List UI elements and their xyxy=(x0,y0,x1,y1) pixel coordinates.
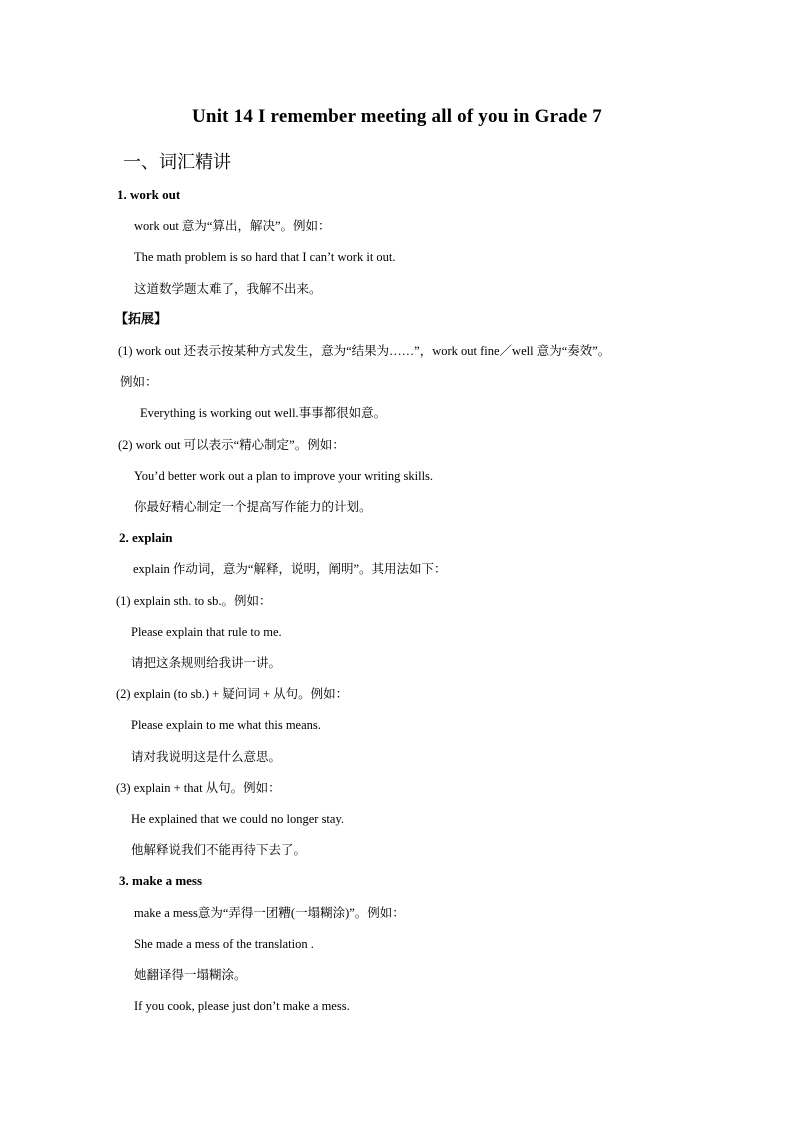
text-line: make a mess意为“弄得一团糟(一塌糊涂)”。例如： xyxy=(134,906,405,920)
example-sentence: She made a mess of the translation . xyxy=(134,937,314,951)
example-sentence: If you cook, please just don’t make a mess. xyxy=(134,999,350,1013)
extension-label: 【拓展】 xyxy=(115,312,168,327)
example-sentence: Everything is working out well.事事都很如意。 xyxy=(140,406,387,420)
text-line: work out 意为“算出，解决”。例如： xyxy=(134,219,331,233)
example-translation: 这道数学题太难了，我解不出来。 xyxy=(134,281,322,296)
vocab-heading-explain: 2. explain xyxy=(119,530,173,545)
section-heading: 一、词汇精讲 xyxy=(123,152,231,173)
example-sentence: Please explain to me what this means. xyxy=(131,718,321,732)
text-line: (1) work out 还表示按某种方式发生，意为“结果为……”，work out fine／well 意为“奏效”。 xyxy=(118,344,611,358)
example-translation: 他解释说我们不能再待下去了。 xyxy=(131,842,307,857)
text-line: (2) explain (to sb.) + 疑问词 + 从句。例如： xyxy=(116,687,349,701)
text-line: (3) explain + that 从句。例如： xyxy=(116,781,281,795)
example-sentence: You’d better work out a plan to improve your writing skills. xyxy=(134,469,434,483)
example-translation: 请对我说明这是什么意思。 xyxy=(131,749,282,764)
text-line: (1) explain sth. to sb.。例如： xyxy=(116,594,272,608)
text-line: explain 作动词，意为“解释，说明，阐明”。其用法如下： xyxy=(133,562,447,576)
example-sentence: He explained that we could no longer stay. xyxy=(131,812,345,826)
example-translation: 你最好精心制定一个提高写作能力的计划。 xyxy=(134,499,372,514)
example-translation: 请把这条规则给我讲一讲。 xyxy=(131,655,282,670)
text-line: (2) work out 可以表示“精心制定”。例如： xyxy=(118,438,345,452)
page-title: Unit 14 I remember meeting all of you in Grade 7 xyxy=(192,106,602,127)
vocab-heading-work-out: 1. work out xyxy=(117,187,181,202)
example-sentence: Please explain that rule to me. xyxy=(131,625,282,639)
example-translation: 她翻译得一塌糊涂。 xyxy=(134,967,247,982)
text-line: 例如： xyxy=(120,374,158,389)
example-sentence: The math problem is so hard that I can’t work it out. xyxy=(134,250,396,264)
vocab-heading-make-a-mess: 3. make a mess xyxy=(119,873,203,888)
